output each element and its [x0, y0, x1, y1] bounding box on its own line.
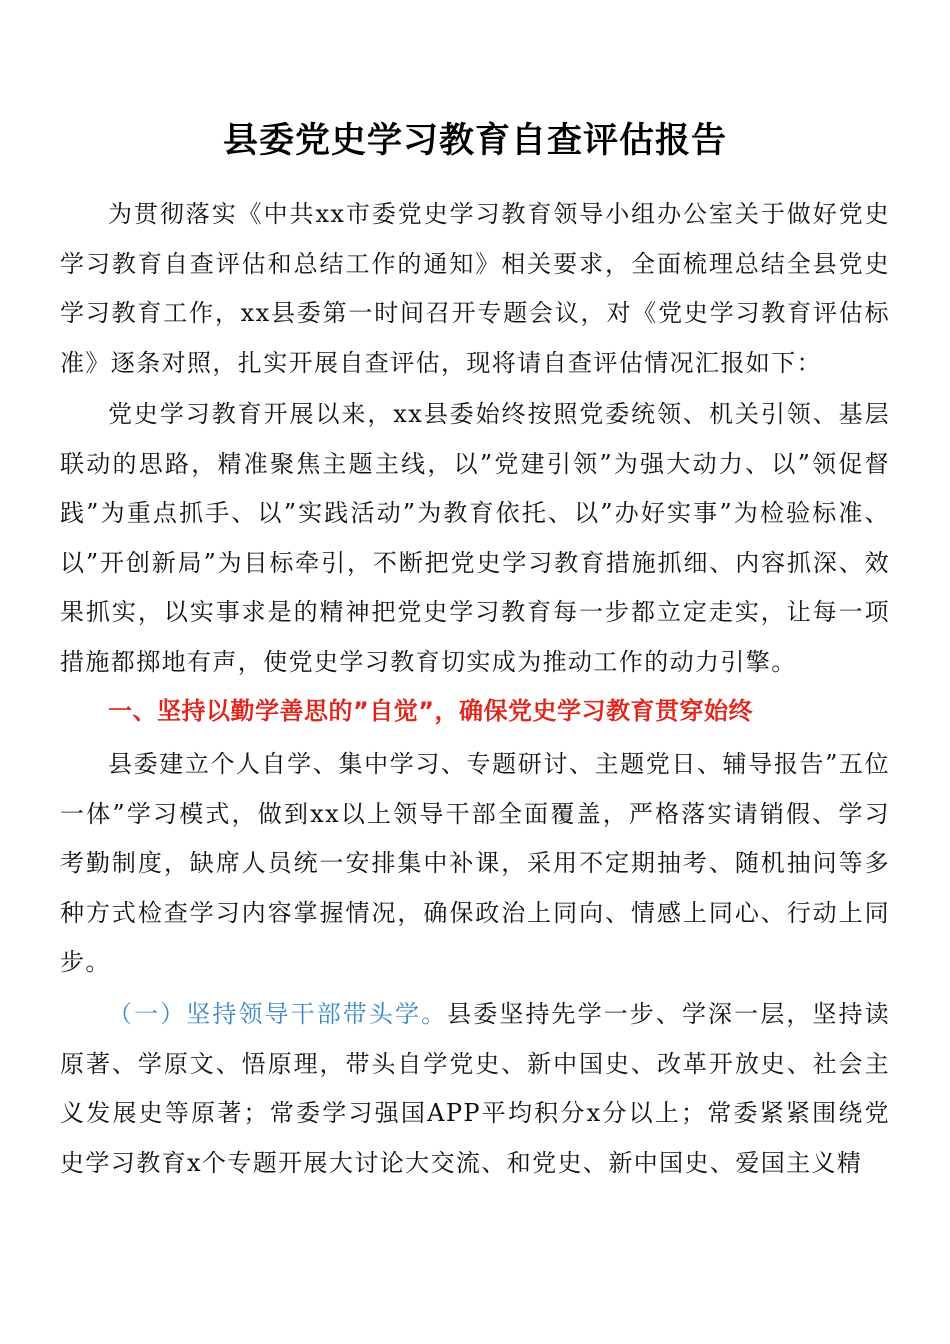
section-heading-1: 一、坚持以勤学善思的”自觉”，确保党史学习教育贯穿始终	[108, 697, 754, 725]
overview-paragraph: 党史学习教育开展以来，xx县委始终按照党委统领、机关引领、基层联动的思路，精准聚焦主题主线，以”党建引领”为强大动力、以”领促督践”为重点抓手、以”实践活动”为教育依托、以”办好实事”为检验标准、以”开创新局”为目标牵引，不断把党史学习教育措施抓细、内容抓深、效果抓实，以实事求是的精神把党史学习教育每一步都立定走实，让每一项措施都掷地有声，使党史学习教育切实成为推动工作的动力引擎。	[60, 400, 890, 676]
intro-paragraph: 为贯彻落实《中共xx市委党史学习教育领导小组办公室关于做好党史学习教育自查评估和总结工作的通知》相关要求，全面梳理总结全县党史学习教育工作，xx县委第一时间召开专题会议，对《党史学习教育评估标准》逐条对照，扎实开展自查评估，现将请自查评估情况汇报如下：	[60, 200, 890, 377]
document-title: 县委党史学习教育自查评估报告	[222, 120, 727, 161]
subsection-1-body: 县委坚持先学一步、学深一层，坚持读原著、学原文、悟原理，带头自学党史、新中国史、改革开放史、社会主义发展史等原著；常委学习强国APP平均积分x分以上；常委紧紧围绕党史学习教育x个专题开展大讨论大交流、和党史、新中国史、爱国主义精	[60, 1000, 890, 1177]
section-1-paragraph: 县委建立个人自学、集中学习、专题研讨、主题党日、辅导报告”五位一体”学习模式，做到xx以上领导干部全面覆盖，严格落实请销假、学习考勤制度，缺席人员统一安排集中补课，采用不定期抽考、随机抽问等多种方式检查学习内容掌握情况，确保政治上同向、情感上同心、行动上同步。	[60, 750, 890, 976]
subsection-1-paragraph	[60, 990, 890, 1188]
subsection-heading-1: （一）坚持领导干部带头学。	[108, 1000, 448, 1028]
